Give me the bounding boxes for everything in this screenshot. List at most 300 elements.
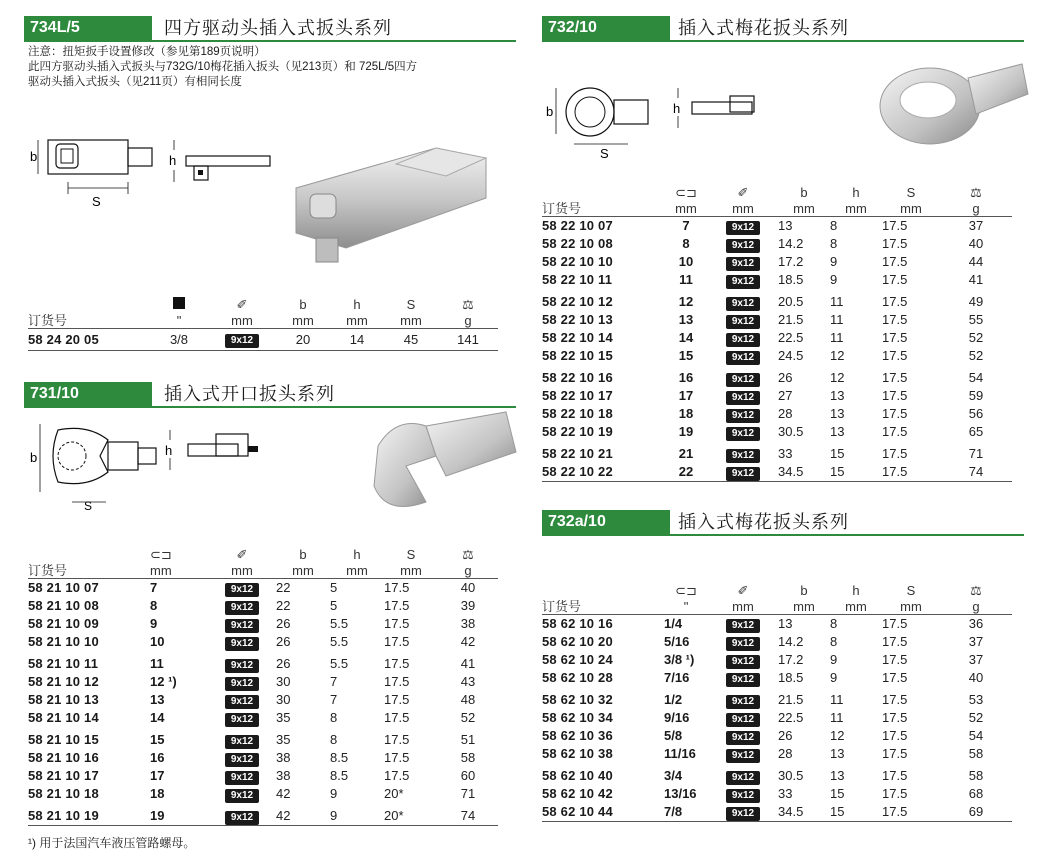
value-s: 17.5: [882, 312, 908, 327]
insert-badge: 9x12: [726, 257, 760, 271]
value-b: 13: [778, 218, 793, 233]
value-g: 58: [968, 746, 984, 761]
table-row: [542, 633, 1012, 651]
value-g: 37: [968, 652, 984, 667]
value-b: 24.5: [778, 348, 804, 363]
size: 9: [150, 616, 158, 631]
insert-badge: 9x12: [726, 221, 760, 235]
value-g: 74: [968, 464, 984, 479]
value-b: 21.5: [778, 312, 804, 327]
insert-badge: 9x12: [726, 771, 760, 785]
order-number: 58 22 10 10: [542, 254, 613, 269]
dim-s-label: S: [84, 499, 93, 512]
table-row: [542, 687, 1012, 709]
order-number: 58 22 10 13: [542, 312, 613, 327]
value-g: 39: [460, 598, 476, 613]
value-h: 13: [830, 746, 845, 761]
drawing-734-topview: [28, 132, 158, 212]
torque-wrench-icon: ✐: [737, 185, 749, 200]
table-row: [542, 614, 1012, 633]
insert-badge: 9x12: [726, 449, 760, 463]
value-g: 55: [968, 312, 984, 327]
note-line: 此四方驱动头插入式扳头与732G/10梅花插入扳头（见213页）和 725L/5四方: [28, 61, 418, 73]
table-row: [542, 441, 1012, 463]
insert-badge: 9x12: [726, 731, 760, 745]
dim-h-label: h: [673, 101, 681, 116]
table-row: [28, 673, 498, 691]
table-row: [28, 597, 498, 615]
table-row: [28, 691, 498, 709]
insert-badge: 9x12: [726, 239, 760, 253]
unit-mm: mm: [900, 200, 922, 216]
col-order-number: 订货号: [28, 312, 68, 328]
insert-badge: 9x12: [726, 373, 760, 387]
value-s: 17.5: [882, 652, 908, 667]
size: 10: [678, 254, 694, 269]
dim-b-label: b: [30, 149, 38, 164]
order-number: 58 62 10 44: [542, 804, 613, 819]
value-h: 11: [830, 692, 844, 707]
value-g: 36: [968, 616, 984, 631]
dim-b-label: b: [30, 450, 38, 465]
value-g: 68: [968, 786, 984, 801]
value-b: 26: [276, 616, 291, 631]
value-s: 17.5: [882, 348, 908, 363]
col-b: b: [299, 547, 307, 562]
value-b: 17.2: [778, 652, 804, 667]
table-row: [28, 709, 498, 727]
insert-badge: 9x12: [726, 409, 760, 423]
value-s: 17.5: [882, 728, 908, 743]
size: 13: [678, 312, 694, 327]
value-h: 9: [330, 786, 338, 801]
value-b: 27: [778, 388, 793, 403]
drawing-732-topview: [544, 82, 664, 164]
insert-badge: 9x12: [225, 713, 259, 727]
order-number: 58 62 10 38: [542, 746, 613, 761]
unit-mm: mm: [150, 562, 172, 578]
value-h: 8.5: [330, 768, 349, 783]
table-row: [28, 615, 498, 633]
value-s: 17.5: [882, 616, 908, 631]
value-s: 17.5: [384, 580, 410, 595]
insert-badge: 9x12: [726, 655, 760, 669]
value-s: 17.5: [384, 710, 410, 725]
insert-badge: 9x12: [726, 351, 760, 365]
size: 5/8: [664, 728, 683, 743]
size: 7/16: [664, 670, 690, 685]
size: 15: [678, 348, 694, 363]
insert-badge: 9x12: [225, 753, 259, 767]
order-number: 58 22 10 11: [542, 272, 613, 287]
value-b: 30.5: [778, 424, 804, 439]
value-g: 52: [968, 348, 984, 363]
insert-badge: 9x12: [225, 619, 259, 633]
size: 14: [678, 330, 694, 345]
col-order-number: 订货号: [542, 200, 582, 216]
drawing-731-sideview: [160, 428, 270, 478]
table-row: [542, 216, 1012, 235]
size: 13/16: [664, 786, 697, 801]
product-photo-734: [286, 138, 506, 278]
order-number: 58 21 10 16: [28, 750, 99, 765]
value-s: 17.5: [882, 406, 908, 421]
value-s: 17.5: [384, 656, 410, 671]
value-g: 60: [460, 768, 476, 783]
table-row: [542, 405, 1012, 423]
table-732a: [542, 580, 1012, 822]
unit-mm: mm: [231, 562, 253, 578]
value-h: 8: [330, 710, 338, 725]
value-s: 17.5: [384, 598, 410, 613]
value-g: 71: [460, 786, 476, 801]
unit-g: g: [464, 562, 472, 578]
value-g: 51: [460, 732, 476, 747]
col-h: h: [353, 297, 361, 312]
value-g: 40: [968, 236, 984, 251]
unit-inch: ": [176, 312, 182, 328]
value-h: 9: [830, 272, 838, 287]
table-row: [28, 785, 498, 803]
value-g: 44: [968, 254, 984, 269]
size: 5/16: [664, 634, 690, 649]
insert-badge: 9x12: [726, 619, 760, 633]
value-s: 17.5: [384, 692, 410, 707]
value-h: 11: [830, 710, 844, 725]
table-row: [542, 727, 1012, 745]
unit-g: g: [972, 598, 980, 614]
dim-h-label: h: [165, 443, 173, 458]
insert-badge: 9x12: [726, 673, 760, 687]
table-row: [542, 235, 1012, 253]
col-h: h: [852, 185, 860, 200]
insert-badge: 9x12: [726, 789, 760, 803]
value-g: 41: [968, 272, 984, 287]
value-g: 69: [968, 804, 984, 819]
size: 7: [682, 218, 690, 233]
order-number: 58 22 10 22: [542, 464, 613, 479]
value-g: 43: [460, 674, 476, 689]
section-header: [24, 382, 516, 408]
ring-end-icon: ⊂⊐: [675, 185, 697, 200]
unit-inch: ": [683, 598, 689, 614]
value-s: 17.5: [384, 674, 410, 689]
order-number: 58 21 10 14: [28, 710, 99, 725]
order-number: 58 21 10 10: [28, 634, 99, 649]
table-731: [28, 544, 498, 826]
size: 17: [150, 768, 165, 783]
table-row: [28, 749, 498, 767]
value-g: 56: [968, 406, 984, 421]
value-s: 17.5: [882, 370, 908, 385]
order-number: 58 21 10 19: [28, 808, 99, 823]
value-s: 17.5: [882, 254, 908, 269]
value-b: 28: [778, 746, 793, 761]
insert-badge: 9x12: [726, 467, 760, 481]
value-s: 17.5: [882, 218, 908, 233]
value-g: 74: [460, 808, 476, 823]
order-number: 58 22 10 18: [542, 406, 613, 421]
value-g: 48: [460, 692, 476, 707]
order-number: 58 22 10 21: [542, 446, 613, 461]
table-row: [542, 423, 1012, 441]
col-order-number: 订货号: [542, 598, 582, 614]
scale-icon: ⚖: [462, 547, 474, 562]
table-row: [542, 311, 1012, 329]
unit-mm: mm: [793, 200, 815, 216]
section-732: [542, 16, 1024, 42]
value-b: 22.5: [778, 330, 804, 345]
table-row: [28, 727, 498, 749]
value-g: 52: [460, 710, 476, 725]
scale-icon: ⚖: [462, 297, 474, 312]
dim-s-label: S: [92, 194, 101, 209]
value-s: 17.5: [882, 710, 908, 725]
size: 16: [150, 750, 165, 765]
value-b: 35: [276, 732, 291, 747]
value-s: 17.5: [384, 768, 410, 783]
value-s: 17.5: [882, 294, 908, 309]
value-b: 30.5: [778, 768, 804, 783]
unit-mm: mm: [292, 312, 314, 328]
value-b: 33: [778, 786, 793, 801]
value-s: 17.5: [882, 786, 908, 801]
unit-mm: mm: [400, 562, 422, 578]
size: 18: [678, 406, 694, 421]
value-b: 28: [778, 406, 793, 421]
insert-badge: 9x12: [726, 695, 760, 709]
value-h: 11: [830, 312, 844, 327]
insert-badge: 9x12: [225, 583, 259, 597]
order-number: 58 62 10 20: [542, 634, 613, 649]
value-b: 26: [276, 634, 291, 649]
value-h: 7: [330, 692, 338, 707]
order-number: 58 21 10 08: [28, 598, 99, 613]
order-number: 58 62 10 16: [542, 616, 613, 631]
square-size: 3/8: [169, 331, 189, 347]
table-row: [542, 763, 1012, 785]
value-b: 30: [276, 674, 291, 689]
value-h: 12: [830, 728, 845, 743]
insert-badge: 9x12: [225, 601, 259, 615]
value-s: 17.5: [384, 634, 410, 649]
value-h: 9: [330, 808, 338, 823]
value-g: 54: [968, 728, 984, 743]
torque-wrench-icon: ✐: [236, 297, 248, 312]
unit-mm: mm: [675, 200, 697, 216]
value-h: 13: [830, 406, 845, 421]
size: 12: [678, 294, 694, 309]
value-h: 8: [830, 218, 838, 233]
value-s: 17.5: [384, 750, 410, 765]
unit-mm: mm: [732, 598, 754, 614]
value-g: 37: [968, 218, 984, 233]
dim-h-label: h: [169, 153, 177, 168]
order-number: 58 62 10 32: [542, 692, 613, 707]
value-h: 13: [830, 424, 845, 439]
insert-badge: 9x12: [225, 771, 259, 785]
section-731: [24, 382, 516, 408]
value-h: 11: [830, 330, 844, 345]
unit-mm: mm: [732, 200, 754, 216]
value-b: 22.5: [778, 710, 804, 725]
table-row: [542, 329, 1012, 347]
value-b: 26: [778, 728, 793, 743]
value-b: 20.5: [778, 294, 804, 309]
size: 21: [678, 446, 694, 461]
notes: [28, 45, 417, 90]
value-s: 17.5: [882, 768, 908, 783]
value-b: 26: [778, 370, 793, 385]
section-title: 插入式梅花扳头系列: [678, 18, 849, 38]
order-number: 58 22 10 19: [542, 424, 613, 439]
value-g: 58: [460, 750, 476, 765]
size: 3/8 ¹): [664, 652, 695, 667]
size: 16: [678, 370, 694, 385]
value-s: 17.5: [882, 330, 908, 345]
value-g: 59: [968, 388, 984, 403]
section-header: [542, 16, 1024, 42]
section-header: [542, 510, 1024, 536]
order-number: 58 24 20 05: [28, 331, 99, 347]
value-b: 26: [276, 656, 291, 671]
order-number: 58 22 10 08: [542, 236, 613, 251]
value-h: 8: [830, 634, 838, 649]
size: 10: [150, 634, 165, 649]
table-row: [28, 651, 498, 673]
value-g: 38: [460, 616, 476, 631]
size: 22: [678, 464, 694, 479]
order-number: 58 62 10 24: [542, 652, 613, 667]
value-s: 17.5: [882, 388, 908, 403]
unit-mm: mm: [793, 598, 815, 614]
unit-g: g: [972, 200, 980, 216]
size: 8: [682, 236, 690, 251]
order-number: 58 22 10 17: [542, 388, 613, 403]
dim-s-label: S: [600, 146, 609, 161]
footnote: ¹) 用于法国汽车液压管路螺母。: [28, 836, 196, 850]
value-g: 49: [968, 294, 984, 309]
table-row: [28, 578, 498, 597]
unit-mm: mm: [292, 562, 314, 578]
table-row: [542, 709, 1012, 727]
product-photo-731: [366, 406, 526, 526]
table-row: [542, 289, 1012, 311]
value-b: 18.5: [778, 272, 804, 287]
insert-badge: 9x12: [726, 315, 760, 329]
table-row: [542, 785, 1012, 803]
value-b: 21.5: [778, 692, 804, 707]
value-h: 9: [830, 652, 838, 667]
table-row: [542, 803, 1012, 822]
drawing-734-sideview: [160, 138, 280, 198]
value-g: 52: [968, 330, 984, 345]
value-h: 8.5: [330, 750, 349, 765]
section-title: 插入式梅花扳头系列: [678, 512, 849, 532]
value-b: 42: [276, 808, 291, 823]
drawing-732-sideview: [668, 86, 768, 136]
value-g: 71: [968, 446, 984, 461]
value-s: 17.5: [882, 236, 908, 251]
value-b: 20: [295, 331, 311, 347]
insert-badge: 9x12: [225, 659, 259, 673]
size: 7: [150, 580, 158, 595]
value-b: 17.2: [778, 254, 804, 269]
value-s: 20*: [384, 808, 404, 823]
value-s: 17.5: [882, 446, 908, 461]
value-h: 8: [330, 732, 338, 747]
table-row: [542, 669, 1012, 687]
size: 19: [678, 424, 694, 439]
insert-badge: 9x12: [726, 637, 760, 651]
scale-icon: ⚖: [970, 583, 982, 598]
unit-mm: mm: [845, 598, 867, 614]
size: 12 ¹): [150, 674, 177, 689]
section-header: [24, 16, 516, 42]
value-h: 12: [830, 370, 845, 385]
table-row: [542, 347, 1012, 365]
value-g: 65: [968, 424, 984, 439]
value-s: 17.5: [882, 424, 908, 439]
value-s: 45: [403, 331, 419, 347]
value-h: 15: [830, 804, 845, 819]
col-h: h: [353, 547, 361, 562]
insert-badge: 9x12: [225, 811, 259, 825]
value-h: 9: [830, 254, 838, 269]
value-b: 22: [276, 598, 291, 613]
insert-badge: 9x12: [225, 334, 259, 348]
order-number: 58 22 10 16: [542, 370, 613, 385]
value-b: 34.5: [778, 804, 804, 819]
order-number: 58 22 10 14: [542, 330, 613, 345]
size: 11: [679, 272, 693, 287]
scale-icon: ⚖: [970, 185, 982, 200]
order-number: 58 62 10 42: [542, 786, 613, 801]
value-h: 7: [330, 674, 338, 689]
col-b: b: [800, 583, 808, 598]
value-b: 14.2: [778, 634, 804, 649]
table-734: [28, 294, 498, 351]
order-number: 58 22 10 12: [542, 294, 613, 309]
order-number: 58 22 10 07: [542, 218, 613, 233]
table-732: [542, 182, 1012, 482]
insert-badge: 9x12: [726, 713, 760, 727]
insert-badge: 9x12: [225, 789, 259, 803]
value-b: 38: [276, 768, 291, 783]
value-g: 41: [460, 656, 476, 671]
table-row: [28, 633, 498, 651]
table-row: [542, 745, 1012, 763]
value-s: 17.5: [882, 464, 908, 479]
value-h: 12: [830, 348, 845, 363]
unit-mm: mm: [346, 312, 368, 328]
value-b: 42: [276, 786, 291, 801]
drawing-731-topview: [28, 416, 168, 512]
order-number: 58 62 10 34: [542, 710, 613, 725]
size: 9/16: [664, 710, 690, 725]
unit-mm: mm: [900, 598, 922, 614]
value-g: 141: [457, 331, 479, 347]
section-title: 插入式开口扳头系列: [164, 384, 335, 404]
value-h: 5.5: [330, 634, 349, 649]
value-b: 38: [276, 750, 291, 765]
size: 7/8: [664, 804, 683, 819]
value-h: 5: [330, 580, 338, 595]
value-h: 13: [830, 768, 845, 783]
col-s: S: [906, 185, 916, 200]
table-row: [28, 803, 498, 826]
note-line: 注意：扭矩扳手设置修改（参见第189页说明）: [28, 46, 266, 58]
